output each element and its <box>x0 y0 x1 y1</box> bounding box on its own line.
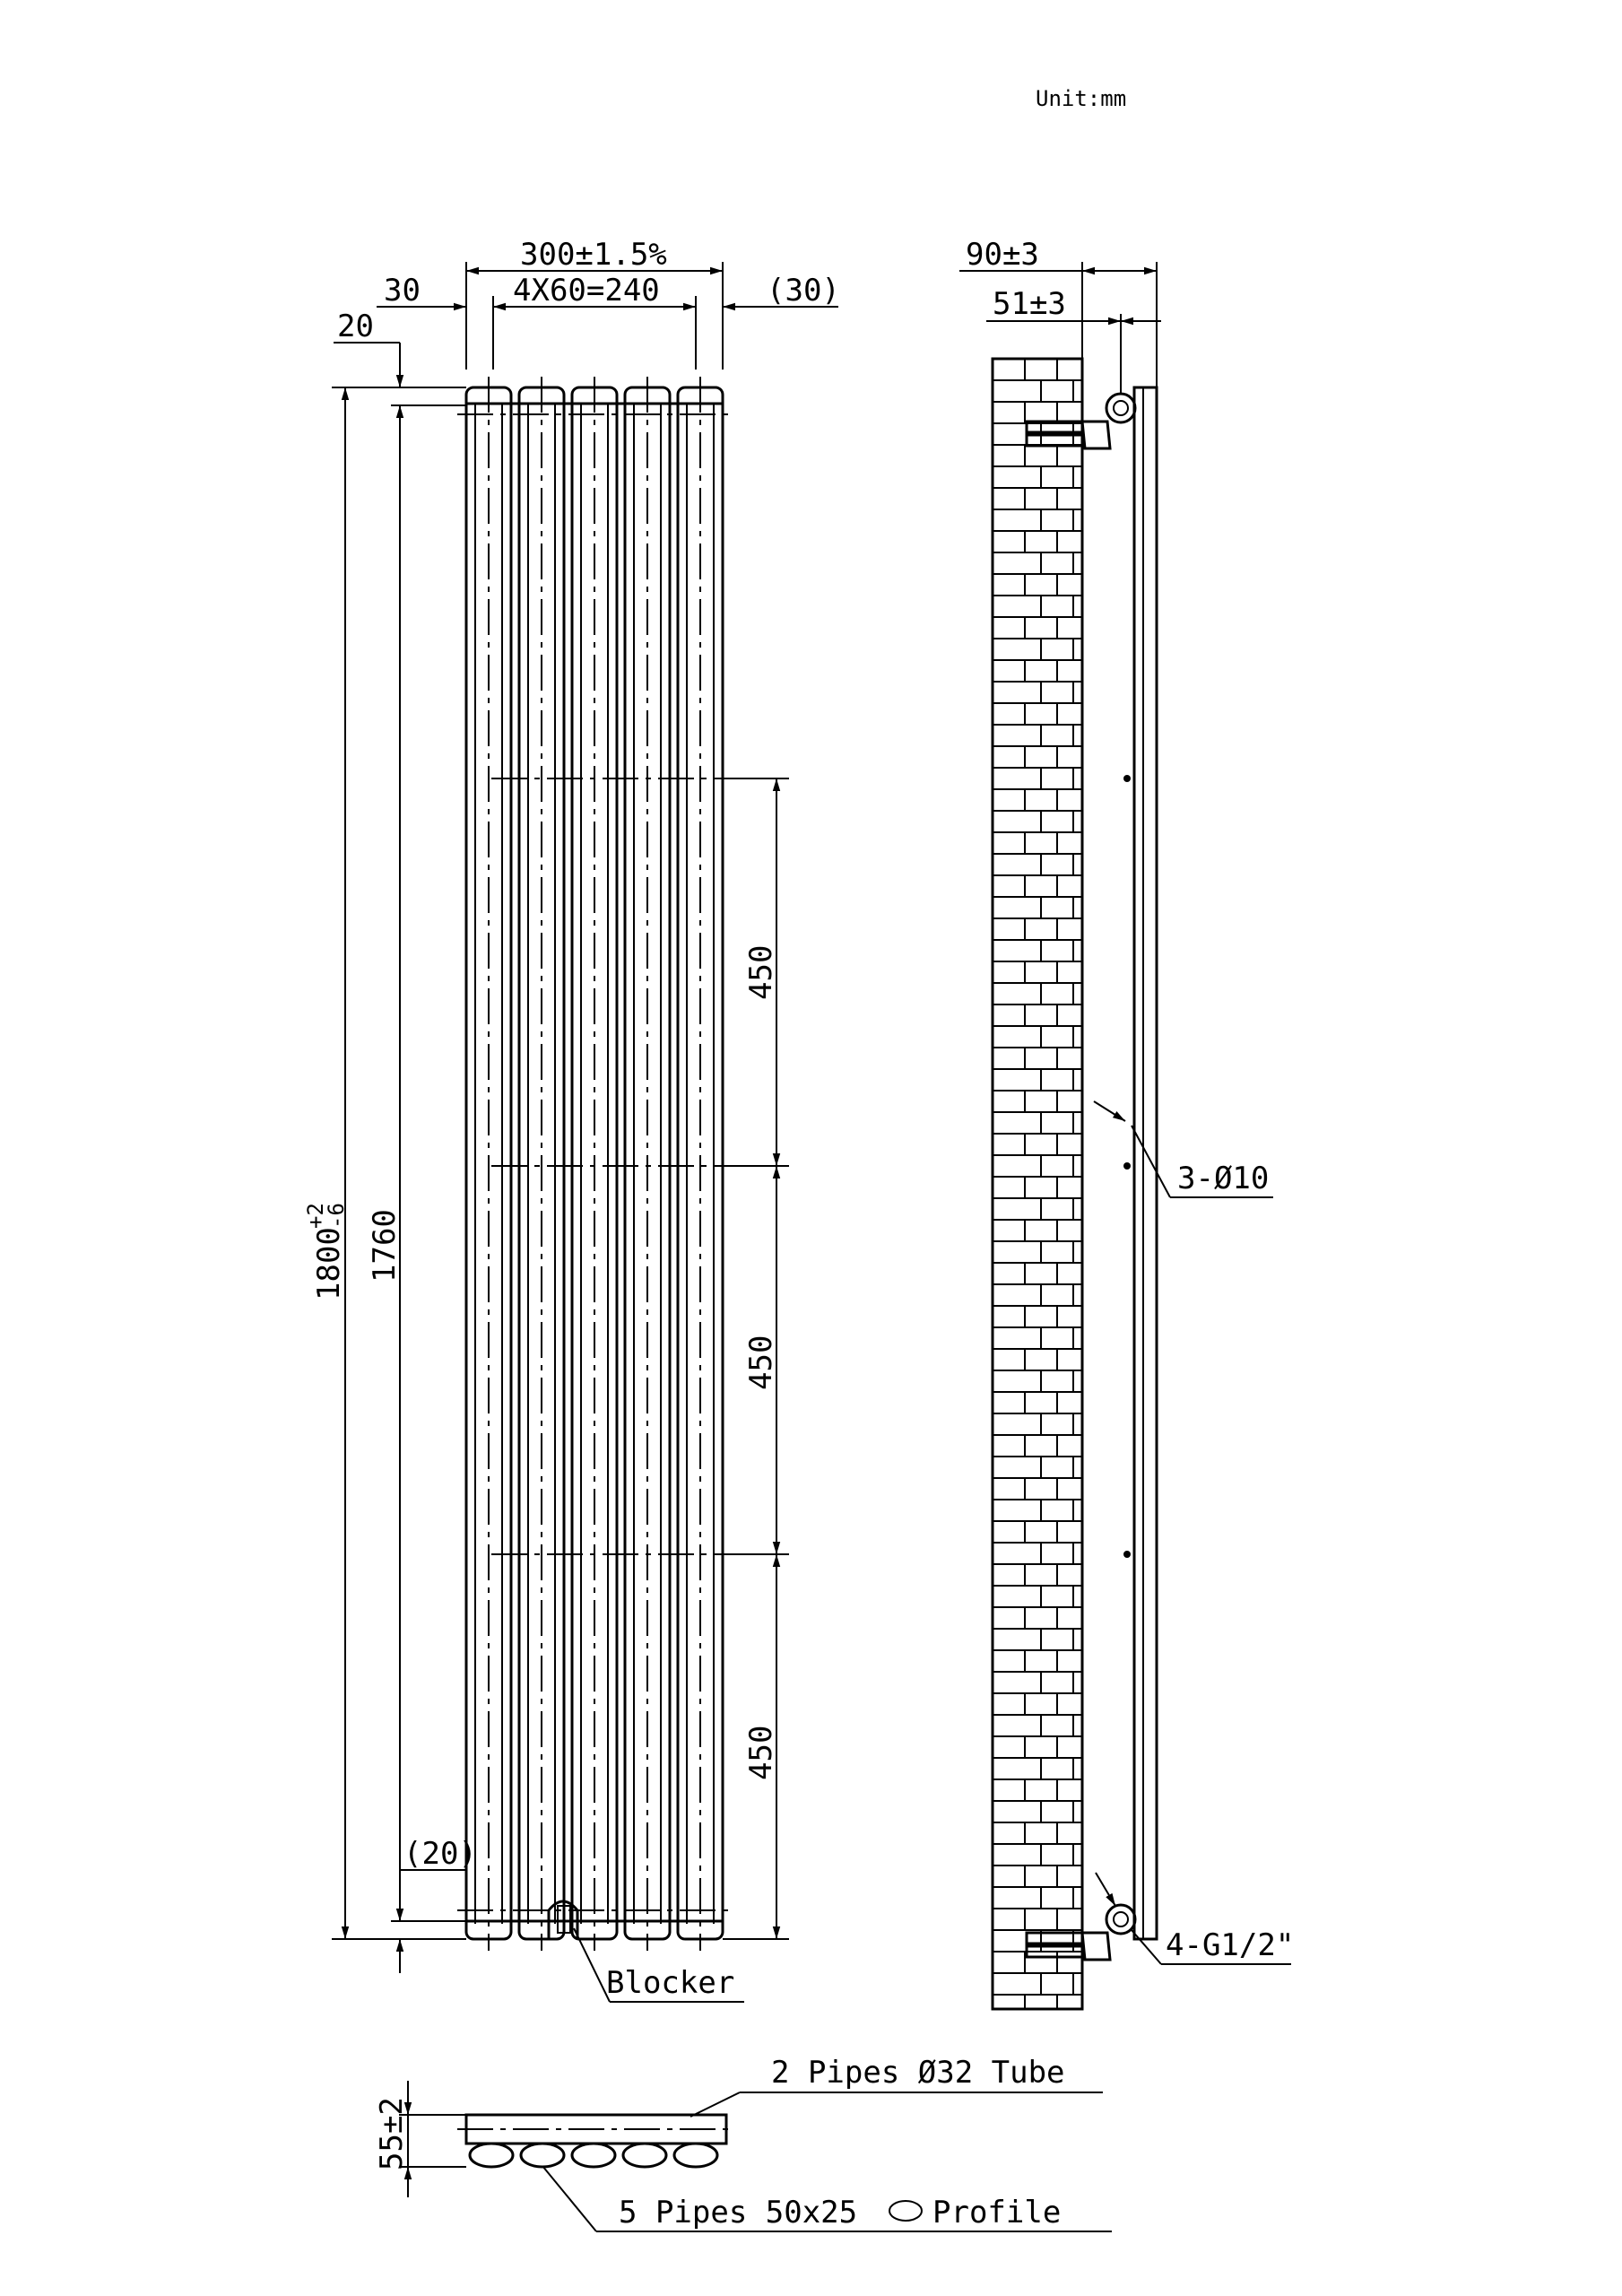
brick-pattern <box>993 359 1082 2009</box>
top-offset-label: 20 <box>337 309 374 344</box>
radiator-tubes <box>457 377 731 1951</box>
front-view <box>303 237 840 2002</box>
blocker-label: Blocker <box>606 1965 735 2001</box>
blocker <box>549 1901 744 2002</box>
connections-label: 4-G1/2" <box>1166 1927 1295 1963</box>
bracket-holes-label: 3-Ø10 <box>1177 1161 1270 1196</box>
bracket-spacing-1: 450 <box>743 944 779 1000</box>
radiator-side <box>1134 387 1157 1939</box>
height-tol-upper: +2 <box>303 1203 328 1229</box>
bottom-offset-label: (20) <box>403 1836 477 1872</box>
profile-suffix-label: Profile <box>932 2195 1062 2231</box>
depth-center-label: 51±3 <box>993 286 1066 322</box>
inner-height-label: 1760 <box>367 1209 403 1283</box>
left-offset-label: 30 <box>384 273 421 309</box>
section-view <box>374 2055 1112 2231</box>
bracket-spacing-2: 450 <box>743 1335 779 1390</box>
wall <box>993 359 1082 2009</box>
side-view <box>959 237 1294 2009</box>
right-offset-label: (30) <box>767 273 840 309</box>
overall-width-label: 300±1.5% <box>520 237 667 273</box>
section-depth-label: 55±2 <box>374 2097 410 2170</box>
spacing-label: 4X60=240 <box>513 273 660 309</box>
depth-total-label: 90±3 <box>966 237 1039 273</box>
unit-label: Unit:mm <box>1036 86 1127 111</box>
overall-height-label: 1800 <box>311 1227 347 1300</box>
height-tol-lower: -6 <box>324 1203 349 1229</box>
header-pipes-label: 2 Pipes Ø32 Tube <box>771 2055 1065 2091</box>
profile-pipes-label: 5 Pipes 50x25 <box>619 2195 858 2231</box>
oval-profile-icon <box>889 2201 922 2221</box>
bracket-spacing-3: 450 <box>743 1725 779 1780</box>
